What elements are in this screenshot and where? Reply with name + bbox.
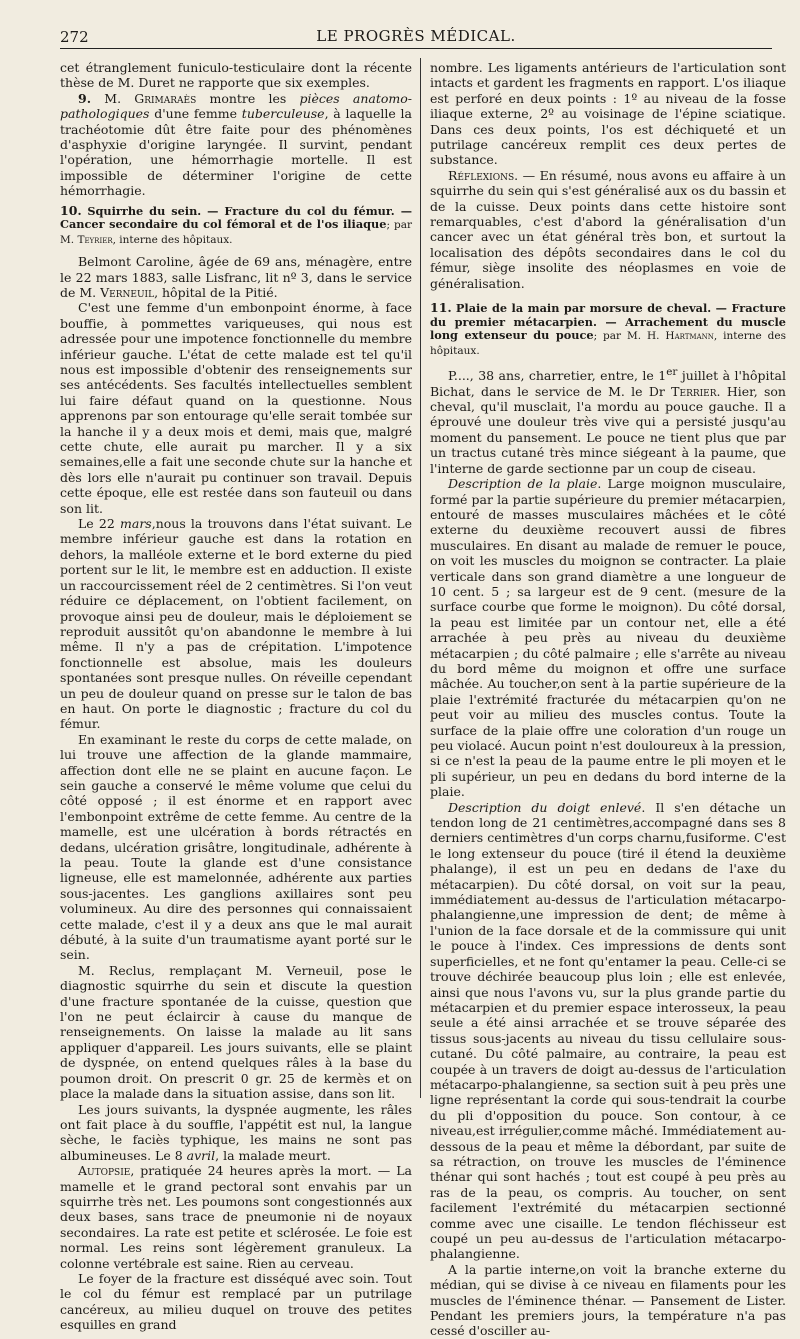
emphasis: Description du doigt enlevé	[448, 799, 642, 815]
byline: ; par M.	[60, 219, 412, 246]
paragraph: Le foyer de la fracture est disséqué avec soin. Tout le col du fémur est remplacé par un putrilage cancéreux, au milieu duquel on trouve des petites esquilles en grand	[60, 1270, 412, 1333]
text-run: . Large moignon musculaire, formé par la partie supérieure du premier métacarpien, entouré de masses musculaires mâchées et le côté externe du deuxième recouvert aussi de fibres musculaires. En disant au malade de remuer le pouce, on voit les muscles du moignon se contracter. La plaie verticale dans son grand diamètre a une longueur de 10 cent. 5 ; sa largeur est de 9 cent. (mesure de la surface courbe que forme le moignon). Du côté dorsal, la peau est limitée par un contour net, elle a été arrachée à peu près au niveau du deuxième métacarpien ; du côté palmaire ; elle s'arrête au niveau du bord même du moignon et offre une surface mâchée. Au toucher,on sent à la partie supérieure de la plaie l'extrémité fracturée du métacarpien qu'on ne peut voir au milieu des muscles contus. Toute la surface de la plaie offre une coloration d'un rouge un peu violacé. Aucun point n'est douloureux à la pression, si ce n'est la peau de la paume entre le pli moyen et le pli supérieur, un peu en dedans du bord interne de la plaie.	[430, 476, 786, 800]
text-run: . Hier, son cheval, qu'il musclait, l'a mordu au pouce gauche. Il a éprouvé une douleur très vive qui a persisté jusqu'au moment du pansement. Le pouce ne tient plus que par un tractus cutané très mince siégeant à la paume, que l'interne de garde sectionne par un coup de ciseau.	[430, 383, 786, 476]
person-name: Terrier	[671, 383, 717, 399]
paragraph: C'est une femme d'un embonpoint énorme, à face bouffie, à pommettes variqueuses, qui nous est adressée pour une impotence fonctionnelle du membre inférieur gauche. L'état de cette malade est tel qu'il nous est impossible d'obtenir des renseignements sur ses antécédents. Ses facultés intellectuelles semblent lui faire défaut quand on la questionne. Nous apprenons par son entourage qu'elle serait tombée sur la hanche il y a deux mois et demi, mais que, malgré cette chute, elle aurait pu marcher. Il y a six semaines,elle a fait une seconde chute sur la hanche et dès lors elle n'aurait pu continuer son travail. Depuis cette époque, elle est restée dans son fauteuil ou dans son lit.	[60, 300, 412, 516]
author-name: Hartmann	[665, 330, 714, 343]
emphasis: avril	[186, 1147, 216, 1163]
paragraph	[60, 1102, 412, 1164]
text-run: Belmont Caroline, âgée de 69 ans, ménagère, entre le 22 mars 1883, salle Lisfranc, lit nº 3, dans le service de M.	[60, 254, 412, 300]
right-column	[430, 60, 787, 1339]
byline: ; par M. H.	[593, 330, 666, 343]
superscript: er	[666, 366, 678, 379]
section-number: 10.	[60, 202, 82, 218]
paragraph: nombre. Les ligaments antérieurs de l'articulation sont intacts et gardent les fragments en rapport. L'os iliaque est perforé en deux points : 1º au niveau de la fosse iliaque externe, 2º au voisinage de l'épine sciatique. Dans ces deux points, l'os est déchiqueté et un putrilage cancéreux remplit ces deux pertes de substance.	[430, 60, 786, 168]
paragraph: cet étranglement funiculo-testiculaire dont la récente thèse de M. Duret ne rapporte que six exemples.	[60, 60, 412, 91]
paragraph	[430, 168, 786, 291]
paragraph	[60, 516, 412, 732]
author-affiliation: , interne des hôpitaux.	[430, 330, 786, 357]
emphasis: pièces anatomo-pathologiques	[60, 90, 413, 122]
emphasis: tuberculeuse	[241, 106, 325, 122]
paragraph: A la partie interne,on voit la branche externe du médian, qui se divise à ce niveau en filaments pour les muscles de l'éminence thénar. — Pansement de Lister. Pendant les premiers jours, la température n'a pas cessé d'osciller au-	[430, 1261, 786, 1339]
text-run: , pratiquée 24 heures après la mort. — La mamelle et le grand pectoral sont envahis par un squirrhe très net. Les poumons sont congestionnés aux deux bases, sans trace de pneumonie ni de noyaux secondaires. La rate est petite et sclérosée. Le foie est normal. Les reins sont légèrement granuleux. La colonne vertébrale est saine. Rien au cerveau.	[60, 1163, 412, 1271]
paragraph	[430, 476, 786, 800]
text-run: . — En résumé, nous avons eu affaire à un squirrhe du sein qui s'est généralisé aux os du bassin et de la cuisse. Deux points dans cette histoire sont remarquables, c'est d'abord la généralisation d'un cancer avec un état général très bon, et surtout la localisation des dépôts secondaires dans le col du fémur, siège insolite des néoplasmes en voie de généralisation.	[430, 167, 786, 291]
paragraph	[430, 800, 786, 1262]
column-divider	[420, 58, 421, 1098]
section-title: Squirrhe du sein. — Fracture du col du fémur. — Cancer secondaire du col fémoral et de l'os iliaque	[60, 203, 412, 232]
person-name: Verneuil	[100, 284, 155, 300]
section-heading-10	[60, 204, 412, 248]
paragraph	[430, 365, 786, 476]
text-run: Les jours suivants, la dyspnée augmente, les râles ont fait place à du souffle, l'appétit est nul, la langue sèche, le faciès typhique, les mains ne sont pas albumineuses. Le 8	[60, 1101, 412, 1163]
text-run: P...., 38 ans, charretier, entre, le 1	[448, 368, 667, 384]
text-run: d'une femme	[149, 106, 242, 122]
page-header	[60, 22, 772, 49]
text-run: juillet à l'hôpital Bichat, dans le service de M. le Dr	[430, 368, 786, 399]
paragraph	[60, 254, 412, 300]
text-run: , la malade meurt.	[215, 1147, 331, 1163]
text-run: , à laquelle la trachéotomie dût être faite pour des phénomènes d'asphyxie d'origine laryngée. Il survint, pendant l'opération, une hémorrhagie mortelle. Il est impossible de déterminer l'origine de cette hémorrhagie.	[60, 106, 413, 199]
section-number: 11.	[430, 300, 452, 316]
item-9	[60, 91, 412, 199]
emphasis: mars	[120, 516, 152, 532]
left-column	[60, 60, 413, 1333]
section-title: Plaie de la main par morsure de cheval. — Fracture du premier métacarpien. — Arrachement du muscle long extenseur du pouce	[430, 301, 786, 343]
text-run: M.	[104, 90, 135, 106]
run-in-heading: Autopsie	[78, 1163, 131, 1179]
item-number: 9.	[78, 90, 92, 106]
text-run: Le 22	[78, 516, 121, 532]
emphasis: Description de la plaie	[448, 476, 598, 492]
section-heading-11	[430, 301, 786, 358]
text-run: ,nous la trouvons dans l'état suivant. Le membre inférieur gauche est dans la rotation en dehors, la malléole externe et le bord externe du pied portent sur le lit, le membre est en adduction. Il existe un raccourcissement réel de 2 centimètres. Si l'on veut réduire ce déplacement, on l'obtient facilement, on provoque ainsi peu de douleur, mais le déploiement se reproduit aussitôt qu'on abandonne le membre à lui même. Il n'y a pas de crépitation. L'impotence fonctionnelle est absolue, mais les douleurs spontanées sont presque nulles. On réveille cependant un peu de douleur quand on presse sur le talon de bas en haut. On porte le diagnostic ; fracture du col du fémur.	[60, 516, 412, 732]
text-run: . Il s'en détache un tendon long de 21 centimètres,accompagné dans ses 8 derniers centimètres d'un corps charnu,fusiforme. C'est le long extenseur du pouce (tiré il étend la deuxième phalange), il est un peu en dedans de l'axe du métacarpien). Du côté dorsal, on voit sur la peau, immédiatement au-dessus de l'articulation métacarpo-phalangienne,une impression de dent; de même à l'union de la face dorsale et de la commissure qui unit le pouce à l'index. Ces impressions de dents sont superficielles, et ne font qu'entamer la peau. Celle-ci se trouve déchirée beaucoup plus loin ; elle est enlevée, ainsi que nous l'avons vu, sur la plus grande partie du métacarpien et du premier espace interosseux, la peau seule a été ainsi arrachée et se trouve séparée des tissus sous-jacents au niveau du tissu cellulaire sous-cutané. Du côté palmaire, au contraire, la peau est coupée à un travers de doigt au-dessus de l'articulation métacarpo-phalangienne, sa section suit à peu près une ligne représentant la corde qui sous-tendrait la courbe du pli d'opposition du pouce. Son contour, à ce niveau,est irrégulier,comme mâché. Immédiatement au-dessous de la peau et même la débordant, par suite de sa rétraction, on trouve les muscles de l'éminence thénar qui sont hachés ; tout est coupé à peu près au ras de la peau, os compris. Au toucher, on sent facilement l'extrémité du métacarpien sectionné comme avec une cisaille. Le tendon fléchisseur est coupé un peu au-dessus de l'articulation métacarpo-phalangienne.	[430, 799, 787, 1262]
run-in-heading: Réflexions	[448, 167, 515, 183]
paragraph: En examinant le reste du corps de cette malade, on lui trouve une affection de la glande mammaire, affection dont elle ne se plaint en aucune façon. Le sein gauche a conservé le même volume que celui du côté opposé ; il est énorme et en rapport avec l'embonpoint extrême de cette femme. Au centre de la mamelle, est une ulcération à bords rétractés en dedans, ulcération grisâtre, longitudinale, adhérente à la peau. Toute la glande est d'une consistance ligneuse, elle est mamelonnée, adhérente aux parties sous-jacentes. Les ganglions axillaires sont peu volumineux. Au dire des personnes qui connaissaient cette malade, c'est il y a deux ans que le mal aurait débuté, à la suite d'un traumatisme ayant porté sur le sein.	[60, 731, 412, 963]
author-name: Teyrier	[77, 233, 113, 246]
spacer	[430, 291, 786, 296]
person-name: Grimaraès	[134, 90, 197, 106]
text-run: montre les	[196, 90, 300, 106]
page-number: 272	[60, 28, 89, 46]
paragraph	[60, 1163, 412, 1271]
author-affiliation: , interne des hôpitaux.	[112, 233, 233, 246]
text-run: , hôpital de la Pitié.	[154, 284, 278, 300]
journal-title: LE PROGRÈS MÉDICAL.	[316, 27, 516, 45]
paragraph: M. Reclus, remplaçant M. Verneuil, pose le diagnostic squirrhe du sein et discute la question d'une fracture spontanée de la cuisse, question que l'on ne peut éclaircir à cause du manque de renseignements. On laisse la malade au lit sans appliquer d'appareil. Les jours suivants, elle se plaint de dyspnée, on entend quelques râles à la base du poumon droit. On prescrit 0 gr. 25 de kermès et on place la malade dans la situation assise, dans son lit.	[60, 962, 412, 1102]
